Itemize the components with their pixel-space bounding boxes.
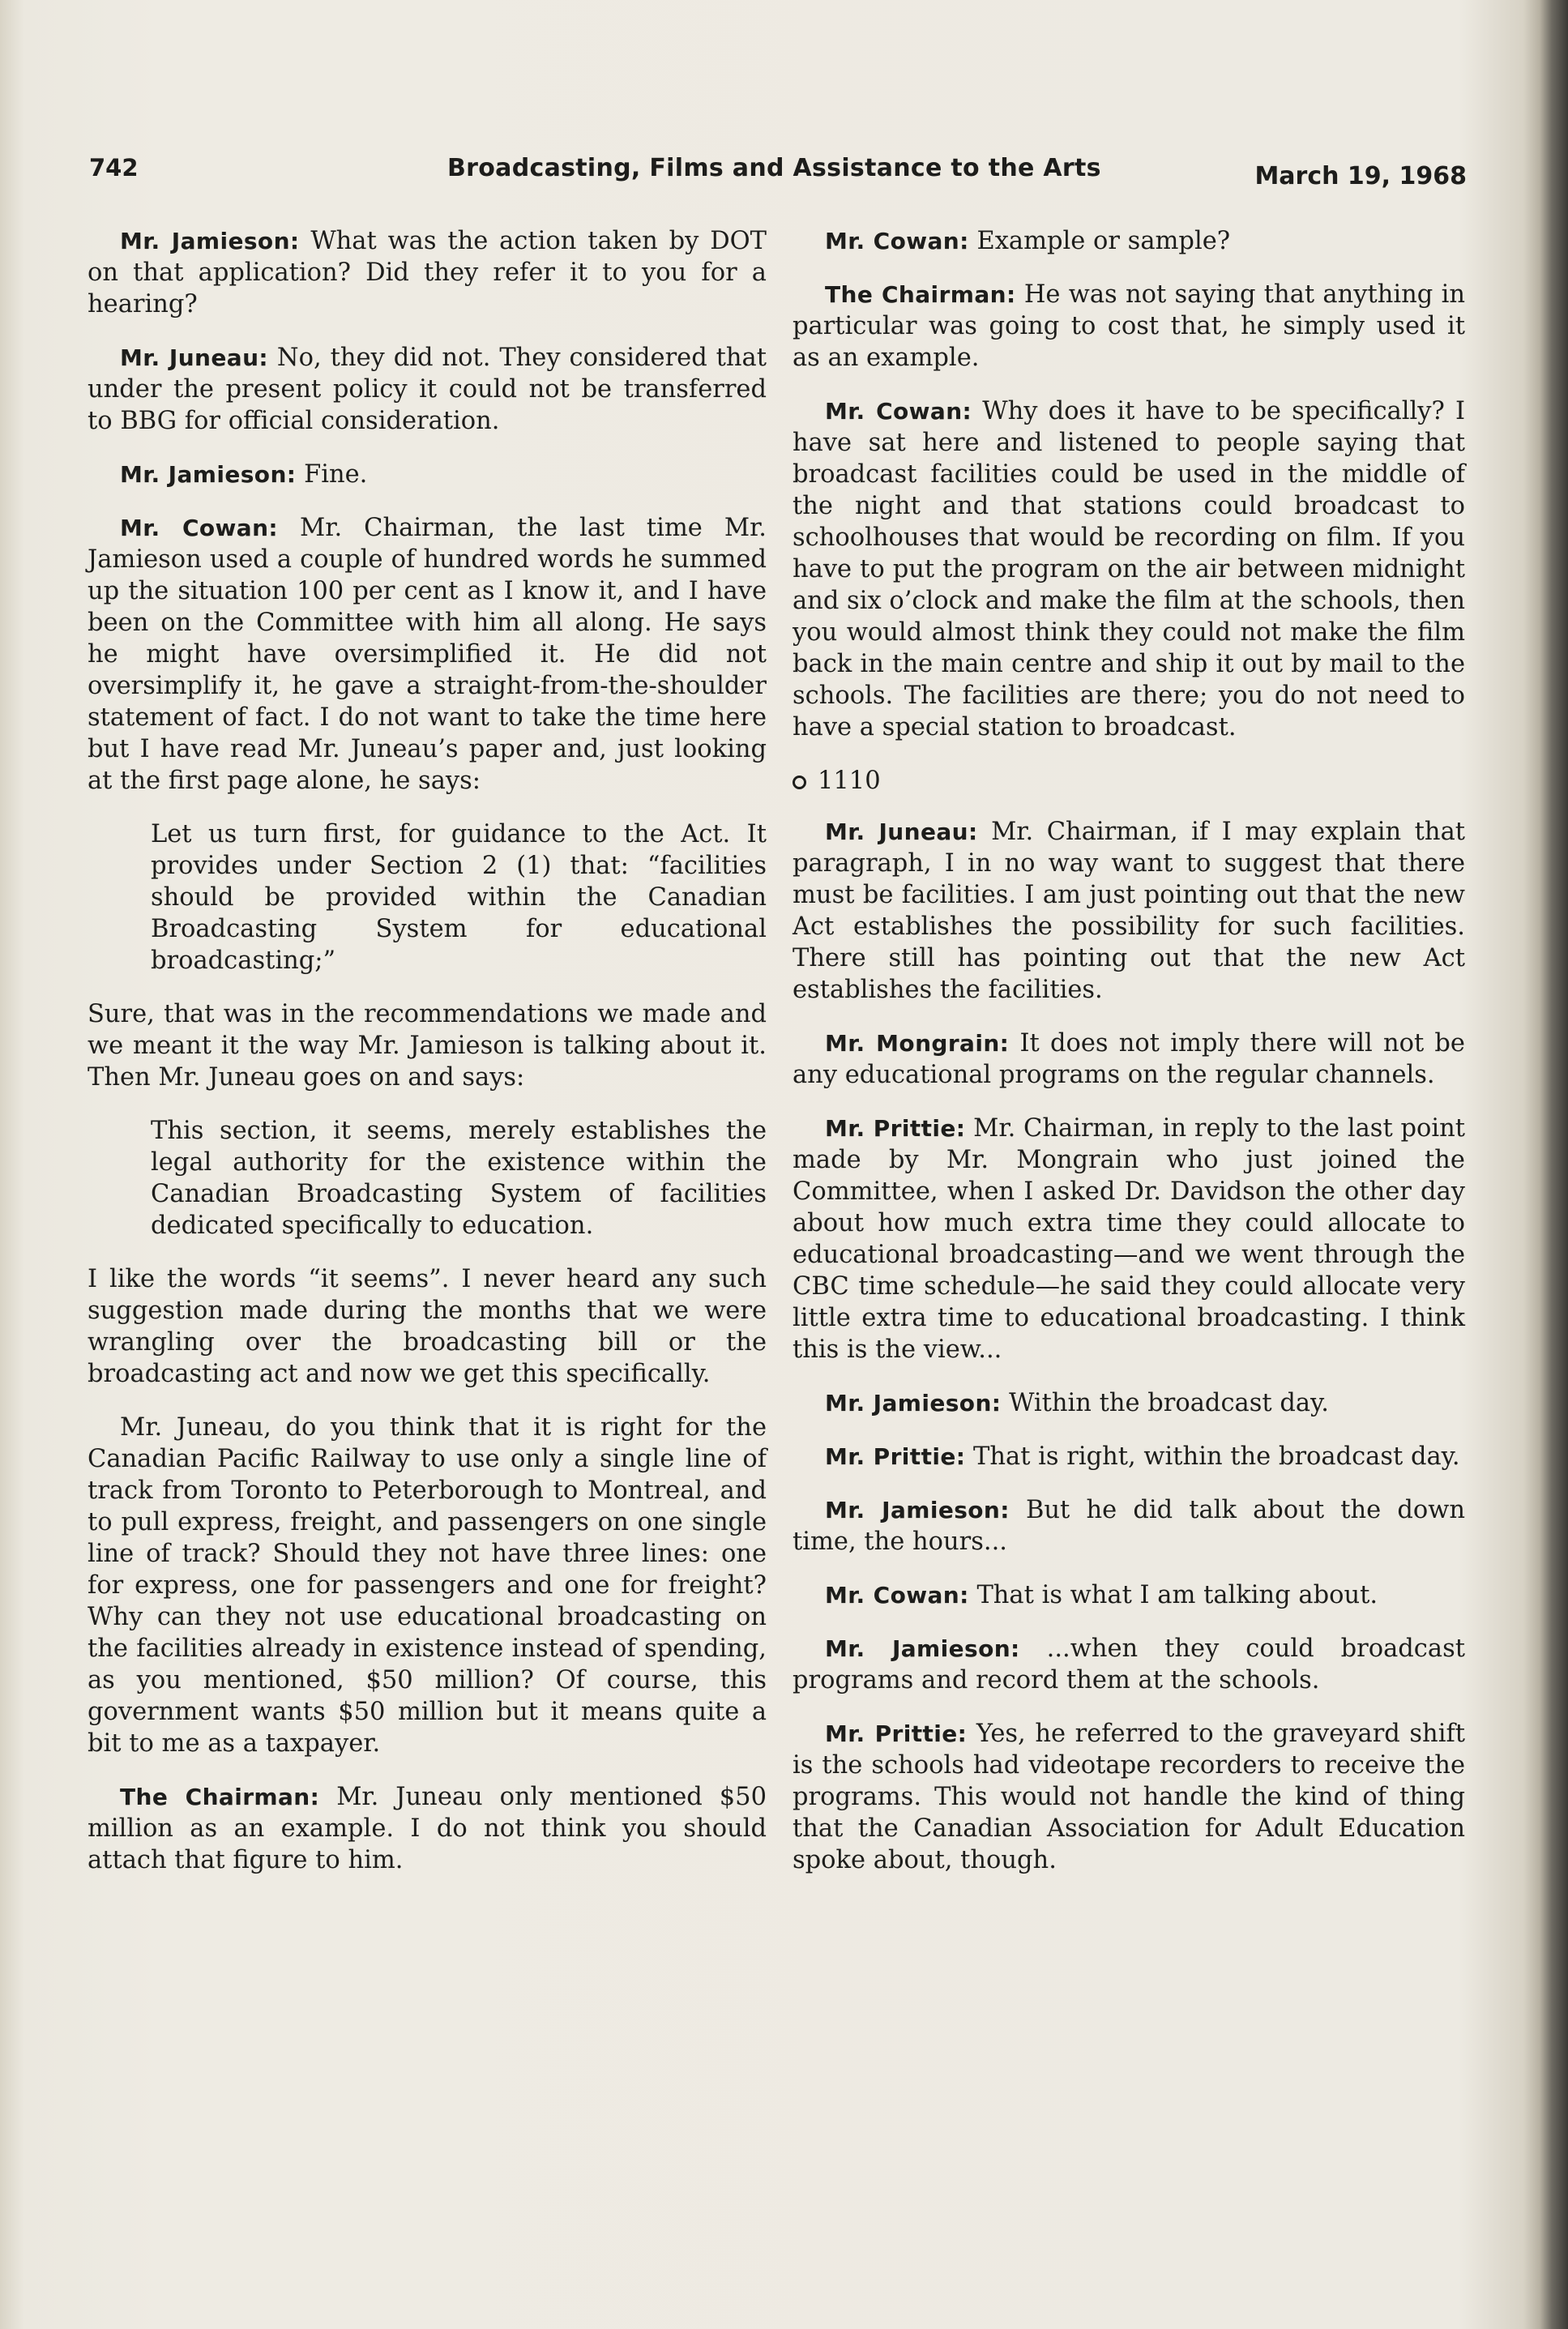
speaker: Mr. Jamieson: bbox=[120, 461, 297, 488]
speaker: Mr. Jamieson: bbox=[825, 1497, 1010, 1523]
speech: Yes, he referred to the graveyard shift is the schools had videotape recorders to receive the programs. This would not handle the kind of thing that the Canadian Association for Adult Education spoke about, though. bbox=[793, 1720, 1465, 1874]
speech: That is right, within the broadcast day. bbox=[965, 1442, 1460, 1471]
paragraph bbox=[793, 816, 1465, 1006]
page-date: March 19, 1968 bbox=[1254, 162, 1467, 190]
speech: No, they did not. They considered that under the present policy it could not be transferred to BBG for official consideration. bbox=[88, 344, 767, 435]
speech: He was not saying that anything in particular was going to cost that, he simply used it as an example. bbox=[793, 280, 1465, 372]
paragraph bbox=[793, 1579, 1465, 1611]
speech: It does not imply there will not be any educational programs on the regular channels. bbox=[793, 1029, 1465, 1089]
speech: Mr. Chairman, the last time Mr. Jamieson used a couple of hundred words he summed up the situation 100 per cent as I know it, and I have been on the Committee with him all along. He says he might have oversimplified it. He did not oversimplify it, he gave a straight-from-the-shoulder statement of fact. I do not want to take the time here but I have read Mr. Juneau’s paper and, just looking at the first page alone, he says: bbox=[88, 514, 767, 795]
right-column bbox=[793, 225, 1465, 1898]
speaker: Mr. Cowan: bbox=[120, 515, 279, 541]
paragraph bbox=[793, 279, 1465, 374]
speaker: Mr. Prittie: bbox=[825, 1720, 968, 1747]
page-number: 742 bbox=[89, 154, 139, 182]
paragraph bbox=[793, 1718, 1465, 1876]
speaker: The Chairman: bbox=[120, 1784, 320, 1810]
paragraph bbox=[88, 512, 767, 797]
speech: But he did talk about the down time, the hours... bbox=[793, 1496, 1465, 1556]
speaker: Mr. Mongrain: bbox=[825, 1030, 1010, 1057]
paragraph bbox=[793, 1633, 1465, 1696]
time-marker-label: 1110 bbox=[818, 767, 881, 795]
speech: Why does it have to be specifically? I have sat here and listened to people saying that broadcast facilities could be used in the middle of the night and that stations could broadcast to schoolhouses that would be recording on film. If you have to put the program on the air between midnight and six o’clock and make the film at the schools, then you would almost think they could not make the film back in the main centre and ship it out by mail to the schools. The facilities are there; you do not need to have a special station to broadcast. bbox=[793, 397, 1466, 741]
speaker: The Chairman: bbox=[825, 281, 1016, 308]
speaker: Mr. Jamieson: bbox=[825, 1390, 1002, 1417]
speaker: Mr. Jamieson: bbox=[825, 1635, 1020, 1662]
speaker: Mr. Cowan: bbox=[825, 398, 972, 425]
paragraph bbox=[88, 1781, 767, 1876]
paragraph bbox=[88, 225, 767, 320]
speaker: Mr. Prittie: bbox=[825, 1443, 966, 1470]
speech: Mr. Chairman, if I may explain that paragraph, I in no way want to suggest that there must be facilities. I am just pointing out that the new Act establishes the possibility for such facilities. There still has pointing out that the new Act establishes the facilities. bbox=[793, 818, 1466, 1004]
paragraph: I like the words “it seems”. I never heard any such suggestion made during the months that we were wrangling over the broadcasting bill or the broadcasting act and now we get this specifically. bbox=[88, 1265, 767, 1388]
paragraph bbox=[793, 395, 1465, 743]
paragraph bbox=[793, 1387, 1465, 1419]
speaker: Mr. Cowan: bbox=[825, 1582, 969, 1609]
paragraph bbox=[793, 225, 1465, 257]
paragraph: Sure, that was in the recommendations we made and we meant it the way Mr. Jamieson is talking about it. Then Mr. Juneau goes on and says: bbox=[88, 1000, 767, 1092]
block-quote: This section, it seems, merely establishes the legal authority for the existence within the Canadian Broadcasting System of facilities dedicated specifically to education. bbox=[151, 1117, 767, 1240]
speech: ...when they could broadcast programs and record them at the schools. bbox=[793, 1635, 1465, 1694]
paragraph bbox=[793, 1441, 1465, 1472]
paragraph bbox=[88, 342, 767, 437]
page-title: Broadcasting, Films and Assistance to the Arts bbox=[447, 154, 1101, 182]
paragraph: Mr. Juneau, do you think that it is right for the Canadian Pacific Railway to use only a single line of track from Toronto to Peterborough to Montreal, and to pull express, freight, and passengers on one single line of track? Should they not have three lines: one for express, one for passengers and one for freight? Why can they not use educational broadcasting on the facilities already in existence instead of spending, as you mentioned, $50 million? Of course, this government wants $50 million but it means quite a bit to me as a taxpayer. bbox=[88, 1413, 767, 1758]
speech: That is what I am talking about. bbox=[968, 1581, 1378, 1609]
speech: Mr. Juneau only mentioned $50 million as an example. I do not think you should attach that figure to him. bbox=[88, 1783, 767, 1874]
paragraph bbox=[88, 459, 767, 490]
running-header bbox=[89, 154, 1467, 194]
paragraph bbox=[793, 1028, 1465, 1091]
speaker: Mr. Juneau: bbox=[825, 818, 978, 845]
speech: Fine. bbox=[296, 460, 368, 489]
block-quote: Let us turn first, for guidance to the Act. It provides under Section 2 (1) that: “facilities should be provided within the Canadian Broadcasting System for educational broadcasting;” bbox=[151, 820, 767, 975]
speech: Mr. Chairman, in reply to the last point made by Mr. Mongrain who just joined the Committee, when I asked Dr. Davidson the other day about how much extra time they could allocate to educational broadcasting—and we went through the CBC time schedule—he said they could allocate very little extra time to educational broadcasting. I think this is the view... bbox=[793, 1114, 1465, 1364]
speaker: Mr. Juneau: bbox=[120, 344, 268, 371]
speaker: Mr. Prittie: bbox=[825, 1115, 966, 1142]
time-marker bbox=[793, 765, 1465, 797]
speaker: Mr. Cowan: bbox=[825, 228, 969, 254]
speech: Example or sample? bbox=[968, 227, 1231, 255]
speaker: Mr. Jamieson: bbox=[120, 228, 300, 254]
speech: Within the broadcast day. bbox=[1001, 1389, 1329, 1417]
paragraph bbox=[793, 1113, 1465, 1365]
bullet-icon bbox=[793, 776, 806, 789]
speech: What was the action taken by DOT on that application? Did they refer it to you for a hearing? bbox=[88, 227, 767, 318]
left-column bbox=[88, 225, 767, 1898]
paragraph bbox=[793, 1494, 1465, 1558]
